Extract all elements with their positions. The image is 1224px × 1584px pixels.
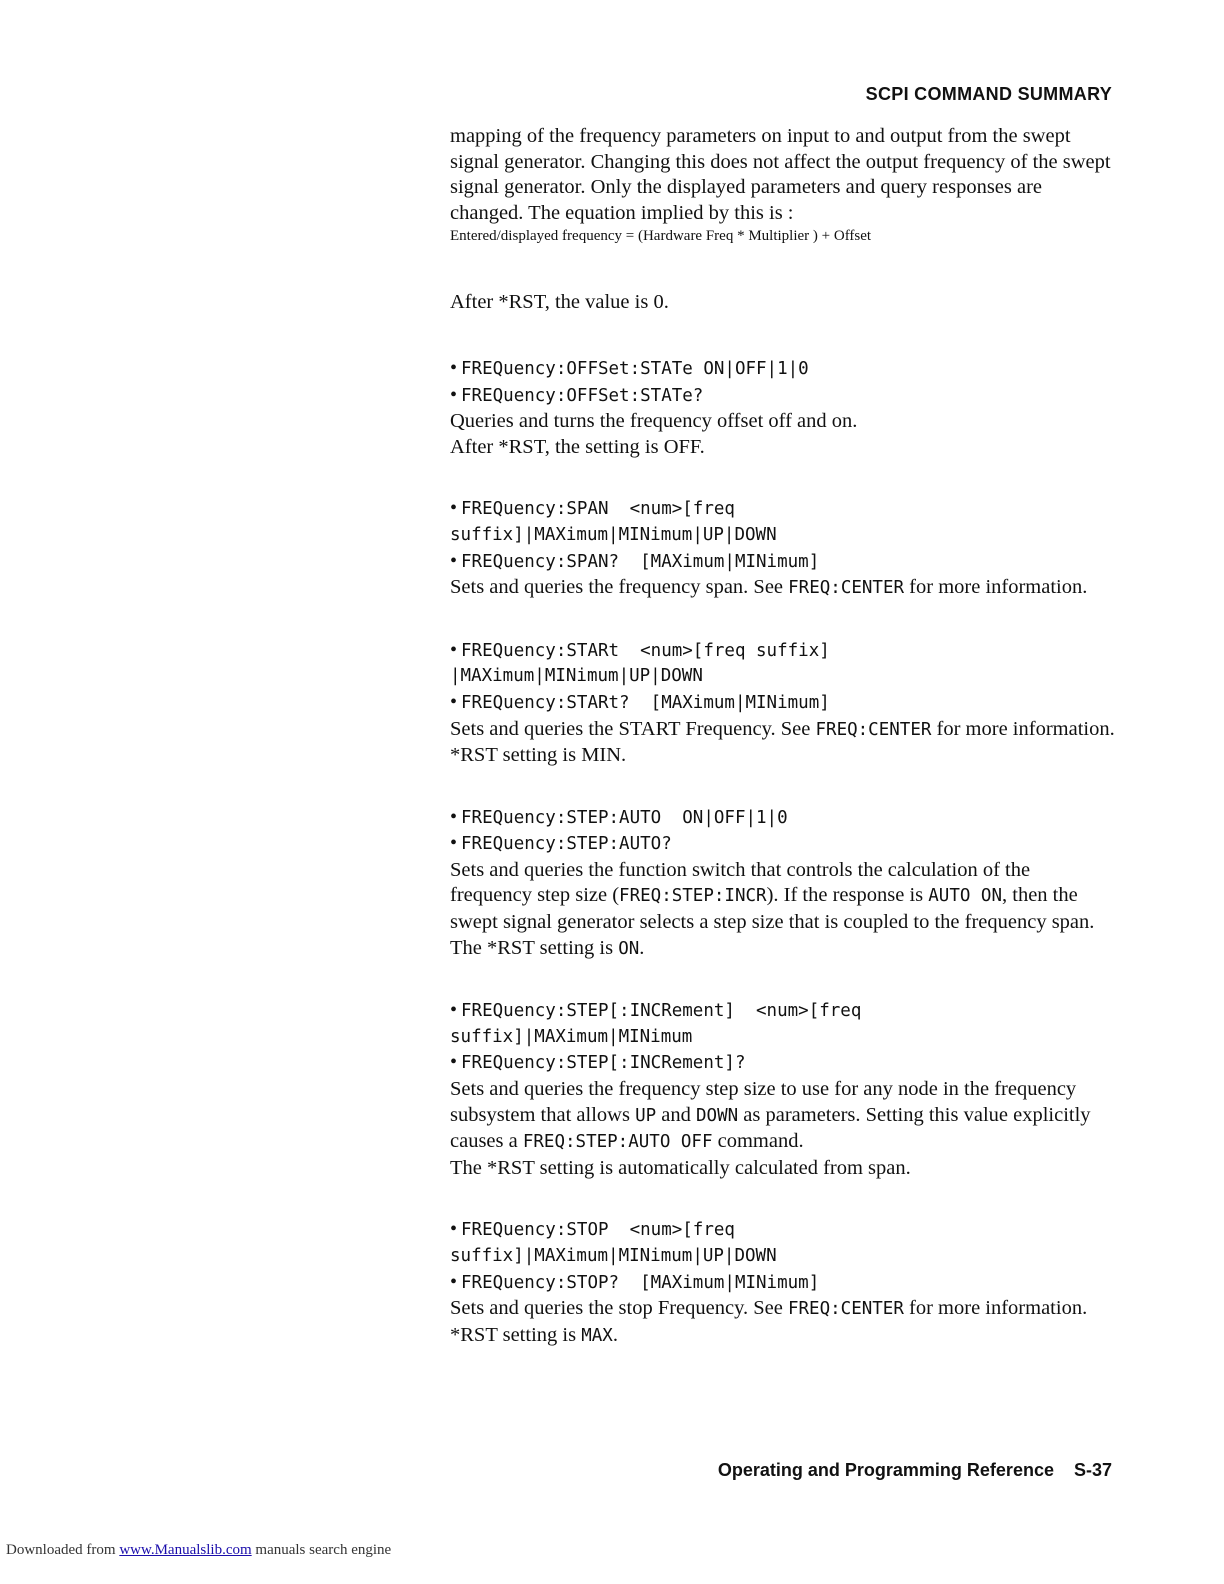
- command-syntax: FREQuency:STARt <num>[freq suffix]: [461, 640, 830, 661]
- page-header-title: SCPI COMMAND SUMMARY: [865, 84, 1112, 104]
- bullet-icon: •: [450, 383, 458, 406]
- command-description: [450, 1296, 1115, 1349]
- inline-code: UP: [635, 1105, 657, 1126]
- command-description: [450, 575, 1115, 602]
- entry-stop: [450, 1217, 1115, 1349]
- inline-code: FREQ:CENTER: [788, 578, 905, 599]
- bullet-icon: •: [450, 1218, 458, 1241]
- entry-step-increment: [450, 998, 1115, 1181]
- command-line: [450, 356, 1115, 383]
- description-text: Sets and queries the START Frequency. See: [450, 717, 816, 740]
- entry-start: [450, 638, 1115, 769]
- download-prefix: Downloaded from: [6, 1542, 120, 1558]
- description-text: Sets and queries the frequency step size to use for any node in the frequency subsystem that allows: [450, 1078, 1077, 1126]
- page-number: S-37: [1073, 1460, 1112, 1480]
- inline-code: FREQ:CENTER: [787, 1299, 904, 1320]
- manualslib-link[interactable]: www.Manualslib.com: [119, 1542, 252, 1558]
- inline-code: AUTO ON: [928, 886, 1003, 907]
- bullet-icon: •: [450, 1051, 458, 1074]
- command-syntax: FREQuency:SPAN <num>[freq: [461, 499, 735, 520]
- bullet-icon: •: [450, 638, 458, 661]
- description-text: for more information.: [904, 576, 1088, 599]
- bullet-icon: •: [450, 805, 458, 828]
- inline-code: FREQ:STEP:INCR: [619, 886, 767, 907]
- command-query-syntax: FREQuency:OFFSet:STATe?: [461, 385, 704, 406]
- description-text: for more information. *RST setting is MIN.: [450, 717, 1115, 767]
- command-syntax: FREQuency:STEP[:INCRement] <num>[freq: [461, 1001, 862, 1022]
- description-text: , then the swept signal generator selects a step size that is coupled to the frequency span. The *RST setting is: [450, 884, 1095, 959]
- command-syntax-continuation: |MAXimum|MINimum|UP|DOWN: [450, 666, 703, 687]
- inline-code: FREQ:CENTER: [815, 719, 932, 740]
- description-text: ). If the response is: [766, 884, 929, 907]
- description-text: Sets and queries the stop Frequency. See: [450, 1297, 788, 1320]
- description-text: Sets and queries the frequency span. See: [450, 576, 789, 599]
- download-suffix: manuals search engine: [251, 1542, 392, 1558]
- command-line: [450, 1270, 1115, 1297]
- command-line: [450, 1050, 1115, 1077]
- description-text: as parameters. Setting this value explicitly causes a: [450, 1103, 1091, 1153]
- command-query-syntax: FREQuency:STOP? [MAXimum|MINimum]: [461, 1272, 820, 1293]
- command-line: [450, 1217, 1115, 1244]
- inline-code: MAX: [581, 1325, 613, 1346]
- entry-step-auto: [450, 805, 1115, 963]
- command-description: [450, 1077, 1115, 1156]
- command-query-syntax: FREQuency:STARt? [MAXimum|MINimum]: [461, 692, 830, 713]
- download-notice: [6, 1542, 391, 1559]
- command-rst-note: The *RST setting is automatically calculated from span.: [450, 1156, 911, 1179]
- description-text: and: [656, 1103, 696, 1126]
- command-description: [450, 858, 1115, 962]
- command-syntax: FREQuency:OFFSet:STATe ON|OFF|1|0: [461, 358, 809, 379]
- command-line: [450, 383, 1115, 410]
- description-text: .: [639, 936, 645, 959]
- bullet-icon: •: [450, 497, 458, 520]
- bullet-icon: •: [450, 1270, 458, 1293]
- command-line: [450, 690, 1115, 717]
- command-syntax-continuation: suffix]|MAXimum|MINimum: [450, 1026, 693, 1047]
- inline-code: DOWN: [696, 1105, 739, 1126]
- command-description: [450, 717, 1115, 769]
- command-query-syntax: FREQuency:STEP[:INCRement]?: [461, 1053, 746, 1074]
- inline-code: FREQ:STEP:AUTO OFF: [522, 1132, 713, 1153]
- after-rst-note: After *RST, the value is 0.: [450, 291, 669, 314]
- bullet-icon: •: [450, 832, 458, 855]
- frequency-equation: Entered/displayed frequency = (Hardware Freq * Multiplier ) + Offset: [450, 228, 872, 245]
- footer-section-title: Operating and Programming Reference: [717, 1460, 1054, 1480]
- command-line: [450, 549, 1115, 576]
- command-syntax-continuation: suffix]|MAXimum|MINimum|UP|DOWN: [450, 1246, 777, 1266]
- entry-span: [450, 496, 1115, 601]
- description-text: command.: [712, 1130, 804, 1153]
- command-line: [450, 638, 1115, 665]
- bullet-icon: •: [450, 999, 458, 1022]
- bullet-icon: •: [450, 690, 458, 713]
- command-rst-note: After *RST, the setting is OFF.: [450, 435, 705, 458]
- inline-code: ON: [618, 938, 640, 959]
- command-syntax: FREQuency:STOP <num>[freq: [461, 1220, 735, 1241]
- entry-offset-state: [450, 356, 1115, 460]
- description-text: Sets and queries the function switch that controls the calculation of the frequency step size (: [450, 858, 1031, 907]
- command-line: [450, 496, 1115, 523]
- bullet-icon: •: [450, 549, 458, 572]
- command-description: Queries and turns the frequency offset off and on.: [450, 410, 858, 433]
- command-syntax-continuation: suffix]|MAXimum|MINimum|UP|DOWN: [450, 524, 777, 545]
- command-query-syntax: FREQuency:SPAN? [MAXimum|MINimum]: [461, 551, 820, 572]
- command-query-syntax: FREQuency:STEP:AUTO?: [461, 834, 672, 855]
- command-syntax: FREQuency:STEP:AUTO ON|OFF|1|0: [461, 807, 788, 828]
- command-line: [450, 998, 1115, 1025]
- command-line: [450, 805, 1115, 832]
- description-text: for more information. *RST setting is: [450, 1297, 1088, 1346]
- description-text: .: [612, 1323, 618, 1346]
- page-footer: [718, 1460, 1112, 1481]
- intro-paragraph: mapping of the frequency parameters on input to and output from the swept signal generator. Changing this does not affect the output frequency of the swept signal generator. Only the displayed parameters and query responses are changed. The equation implied by this is :: [450, 125, 1111, 224]
- command-line: [450, 831, 1115, 858]
- page-content: [450, 124, 1115, 1349]
- bullet-icon: •: [450, 356, 458, 379]
